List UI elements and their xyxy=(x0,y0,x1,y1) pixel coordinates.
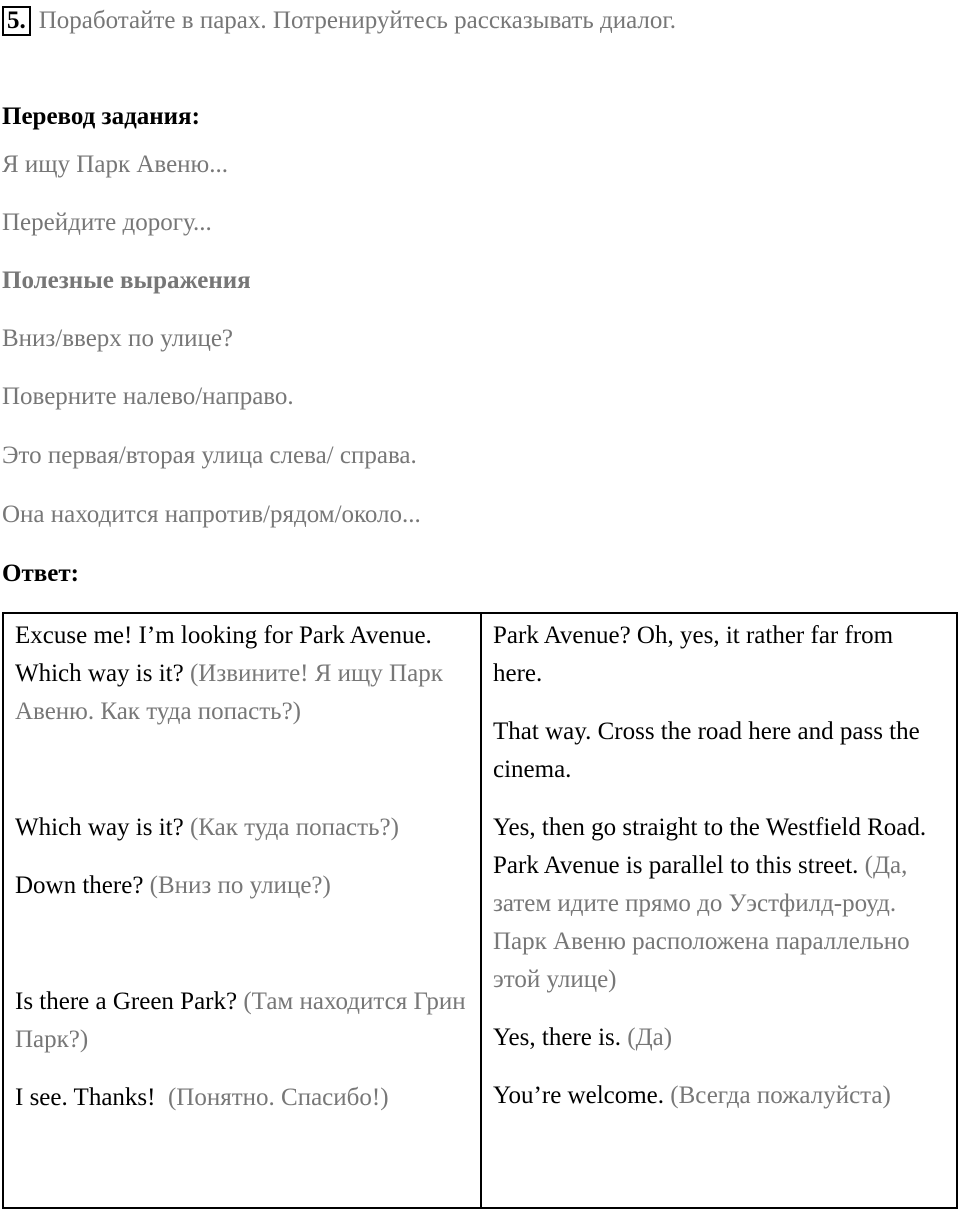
dialogue-line xyxy=(15,983,470,1059)
translation-heading: Перевод задания: xyxy=(2,103,200,130)
russian-translation: (Да) xyxy=(627,1024,673,1051)
english-text: That way. Cross the road here and pass the cinema. xyxy=(493,718,920,783)
dialogue-line xyxy=(493,713,946,789)
translation-line: Перейдите дорогу... xyxy=(2,209,212,236)
task-number: 5. xyxy=(2,6,31,36)
russian-translation: (Там находится Грин Парк?) xyxy=(15,988,466,1053)
dialogue-line xyxy=(493,1019,946,1057)
english-text: Down there? xyxy=(15,872,144,899)
translation-line: Это первая/вторая улица слева/ справа. xyxy=(2,442,417,469)
english-text: Yes, then go straight to the Westfield Road. Park Avenue is parallel to this street. xyxy=(493,814,927,879)
dialogue-line xyxy=(15,617,470,731)
english-text: Excuse me! I’m looking for Park Avenue. Which way is it? xyxy=(15,622,432,687)
dialogue-table xyxy=(2,612,958,1209)
useful-phrases-heading: Полезные выражения xyxy=(2,267,251,294)
russian-translation: (Понятно. Спасибо!) xyxy=(167,1084,389,1111)
dialogue-line xyxy=(15,867,470,905)
answer-heading: Ответ: xyxy=(2,560,79,587)
russian-translation: (Как туда попасть?) xyxy=(189,814,399,841)
task-line xyxy=(2,4,952,38)
dialogue-line xyxy=(493,809,946,999)
table-row xyxy=(3,613,957,1208)
dialogue-line xyxy=(493,1077,946,1115)
russian-translation: (Извините! Я ищу Парк Авеню. Как туда попасть?) xyxy=(15,660,443,725)
english-text: Which way is it? xyxy=(15,814,184,841)
right-speaker-column xyxy=(481,613,957,1208)
translation-line: Я ищу Парк Авеню... xyxy=(2,151,228,178)
english-text: Park Avenue? Oh, yes, it rather far from here. xyxy=(493,622,894,687)
russian-translation: (Да, затем идите прямо до Уэстфилд-роуд. Парк Авеню расположена параллельно этой улице) xyxy=(493,852,910,993)
russian-translation: (Вниз по улице?) xyxy=(149,872,331,899)
translation-line: Она находится напротив/рядом/около... xyxy=(2,501,421,528)
translation-line: Вниз/вверх по улице? xyxy=(2,325,234,352)
left-speaker-column xyxy=(3,613,481,1208)
dialogue-line xyxy=(15,809,470,847)
dialogue-line xyxy=(15,1079,470,1117)
translation-line: Поверните налево/направо. xyxy=(2,383,294,410)
english-text: Is there a Green Park? xyxy=(15,988,238,1015)
dialogue-line xyxy=(493,617,946,693)
russian-translation: (Всегда пожалуйста) xyxy=(670,1082,891,1109)
english-text: I see. Thanks! xyxy=(15,1084,156,1111)
task-text: Поработайте в парах. Потренируйтесь рассказывать диалог. xyxy=(38,7,677,34)
english-text: Yes, there is. xyxy=(493,1024,622,1051)
english-text: You’re welcome. xyxy=(493,1082,665,1109)
